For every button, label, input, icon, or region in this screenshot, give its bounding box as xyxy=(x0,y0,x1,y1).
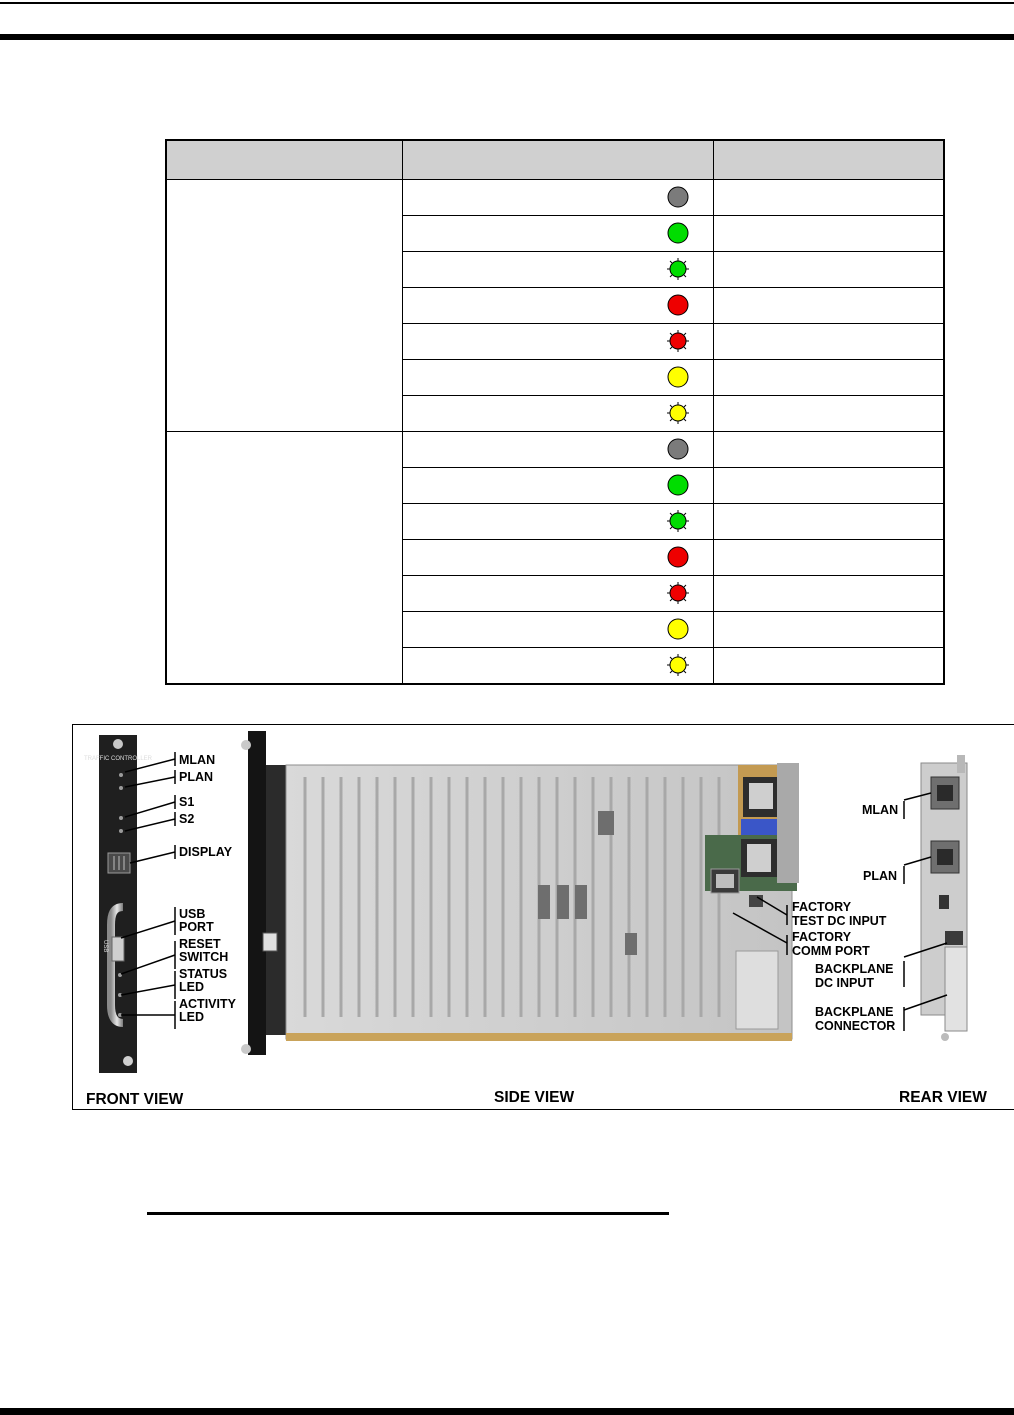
label-status-1: STATUS xyxy=(179,967,228,981)
side-backplane-connector xyxy=(736,951,778,1029)
led-description-cell xyxy=(713,324,944,360)
rear-label-backplane-dc-1: BACKPLANE xyxy=(815,962,894,976)
s2-led-icon xyxy=(119,829,123,833)
yellow-flashing-led-icon xyxy=(667,402,689,424)
header-rule-thick xyxy=(0,34,1014,40)
led-state-cell xyxy=(402,648,713,685)
led-state-cell xyxy=(402,396,713,432)
rear-label-backplane-conn-2: CONNECTOR xyxy=(815,1019,896,1033)
led-state-cell xyxy=(402,576,713,612)
rear-label-backplane-conn-1: BACKPLANE xyxy=(815,1005,894,1019)
label-usb-port-1: USB xyxy=(179,907,206,921)
table-row xyxy=(166,432,944,468)
header-rule-thin xyxy=(0,2,1014,4)
label-usb-port-2: PORT xyxy=(179,920,214,934)
header-cell-state xyxy=(402,140,713,180)
led-state-cell xyxy=(402,432,713,468)
led-state-cell xyxy=(402,324,713,360)
usb-port-icon xyxy=(112,937,124,961)
label-reset-2: SWITCH xyxy=(179,950,229,964)
label-mlan: MLAN xyxy=(179,753,216,767)
led-description-cell xyxy=(713,576,944,612)
green-flashing-led-icon xyxy=(667,258,689,280)
led-description-cell xyxy=(713,432,944,468)
led-status-table xyxy=(165,139,945,685)
rear-view-caption: REAR VIEW xyxy=(899,1089,987,1106)
led-description-cell xyxy=(713,540,944,576)
label-activity-2: LED xyxy=(179,1010,204,1024)
label-factory-test-2: TEST DC INPUT xyxy=(792,914,887,928)
led-description-cell xyxy=(713,648,944,685)
led-description-cell xyxy=(713,468,944,504)
s1-led-icon xyxy=(119,816,123,820)
red-led-icon xyxy=(667,546,689,568)
panel-text: TRAFFIC CONTROLLER xyxy=(83,756,153,762)
group-label-cell xyxy=(166,432,402,685)
led-description-cell xyxy=(713,252,944,288)
yellow-led-icon xyxy=(667,618,689,640)
rear-dc-input-icon xyxy=(945,931,963,945)
green-flashing-led-icon xyxy=(667,510,689,532)
label-activity-1: ACTIVITY xyxy=(179,997,236,1011)
plan-led-icon xyxy=(119,786,123,790)
group-label-cell xyxy=(166,180,402,432)
green-led-icon xyxy=(667,474,689,496)
section-heading-underline xyxy=(147,1212,669,1215)
label-factory-comm-1: FACTORY xyxy=(792,930,852,944)
red-led-icon xyxy=(667,294,689,316)
led-state-cell xyxy=(402,612,713,648)
front-view xyxy=(84,735,237,1108)
front-view-caption: FRONT VIEW xyxy=(86,1091,184,1108)
led-description-cell xyxy=(713,504,944,540)
controller-figure xyxy=(72,724,1014,1110)
red-flashing-led-icon xyxy=(667,330,689,352)
footer-rule xyxy=(0,1408,1014,1415)
side-view xyxy=(241,731,887,1106)
led-description-cell xyxy=(713,360,944,396)
led-description-cell xyxy=(713,288,944,324)
led-state-cell xyxy=(402,180,713,216)
controller-illustration xyxy=(73,725,1014,1109)
yellow-led-icon xyxy=(667,366,689,388)
panel-screw-bottom xyxy=(123,1056,133,1066)
led-state-cell xyxy=(402,468,713,504)
side-usb-icon xyxy=(263,933,277,951)
label-factory-test-1: FACTORY xyxy=(792,900,852,914)
mlan-led-icon xyxy=(119,773,123,777)
label-s2: S2 xyxy=(179,812,195,826)
led-state-cell xyxy=(402,360,713,396)
led-description-cell xyxy=(713,612,944,648)
label-display: DISPLAY xyxy=(179,845,233,859)
usb-panel-text: USB xyxy=(102,940,108,953)
header-cell-led xyxy=(166,140,402,180)
header-cell-description xyxy=(713,140,944,180)
side-connector-strip xyxy=(266,765,286,1035)
off-led-icon xyxy=(667,186,689,208)
led-state-cell xyxy=(402,216,713,252)
label-factory-comm-2: COMM PORT xyxy=(792,944,870,958)
rear-label-backplane-dc-2: DC INPUT xyxy=(815,976,875,990)
label-s1: S1 xyxy=(179,795,195,809)
led-state-cell xyxy=(402,252,713,288)
side-front-panel xyxy=(248,731,266,1055)
led-description-cell xyxy=(713,216,944,252)
table-row xyxy=(166,180,944,216)
rear-label-mlan: MLAN xyxy=(862,803,899,817)
yellow-flashing-led-icon xyxy=(667,654,689,676)
label-plan: PLAN xyxy=(179,770,214,784)
red-flashing-led-icon xyxy=(667,582,689,604)
green-led-icon xyxy=(667,222,689,244)
led-state-cell xyxy=(402,504,713,540)
led-state-cell xyxy=(402,540,713,576)
rear-backplane-connector-icon xyxy=(945,947,967,1031)
table-header-row xyxy=(166,140,944,180)
label-status-2: LED xyxy=(179,980,204,994)
led-description-cell xyxy=(713,396,944,432)
label-reset-1: RESET xyxy=(179,937,221,951)
led-description-cell xyxy=(713,180,944,216)
pcb-edge xyxy=(286,1033,792,1041)
rear-label-plan: PLAN xyxy=(863,869,898,883)
led-state-cell xyxy=(402,288,713,324)
panel-screw-top xyxy=(113,739,123,749)
off-led-icon xyxy=(667,438,689,460)
side-view-caption: SIDE VIEW xyxy=(494,1089,575,1106)
factory-test-dc-icon xyxy=(749,895,763,907)
